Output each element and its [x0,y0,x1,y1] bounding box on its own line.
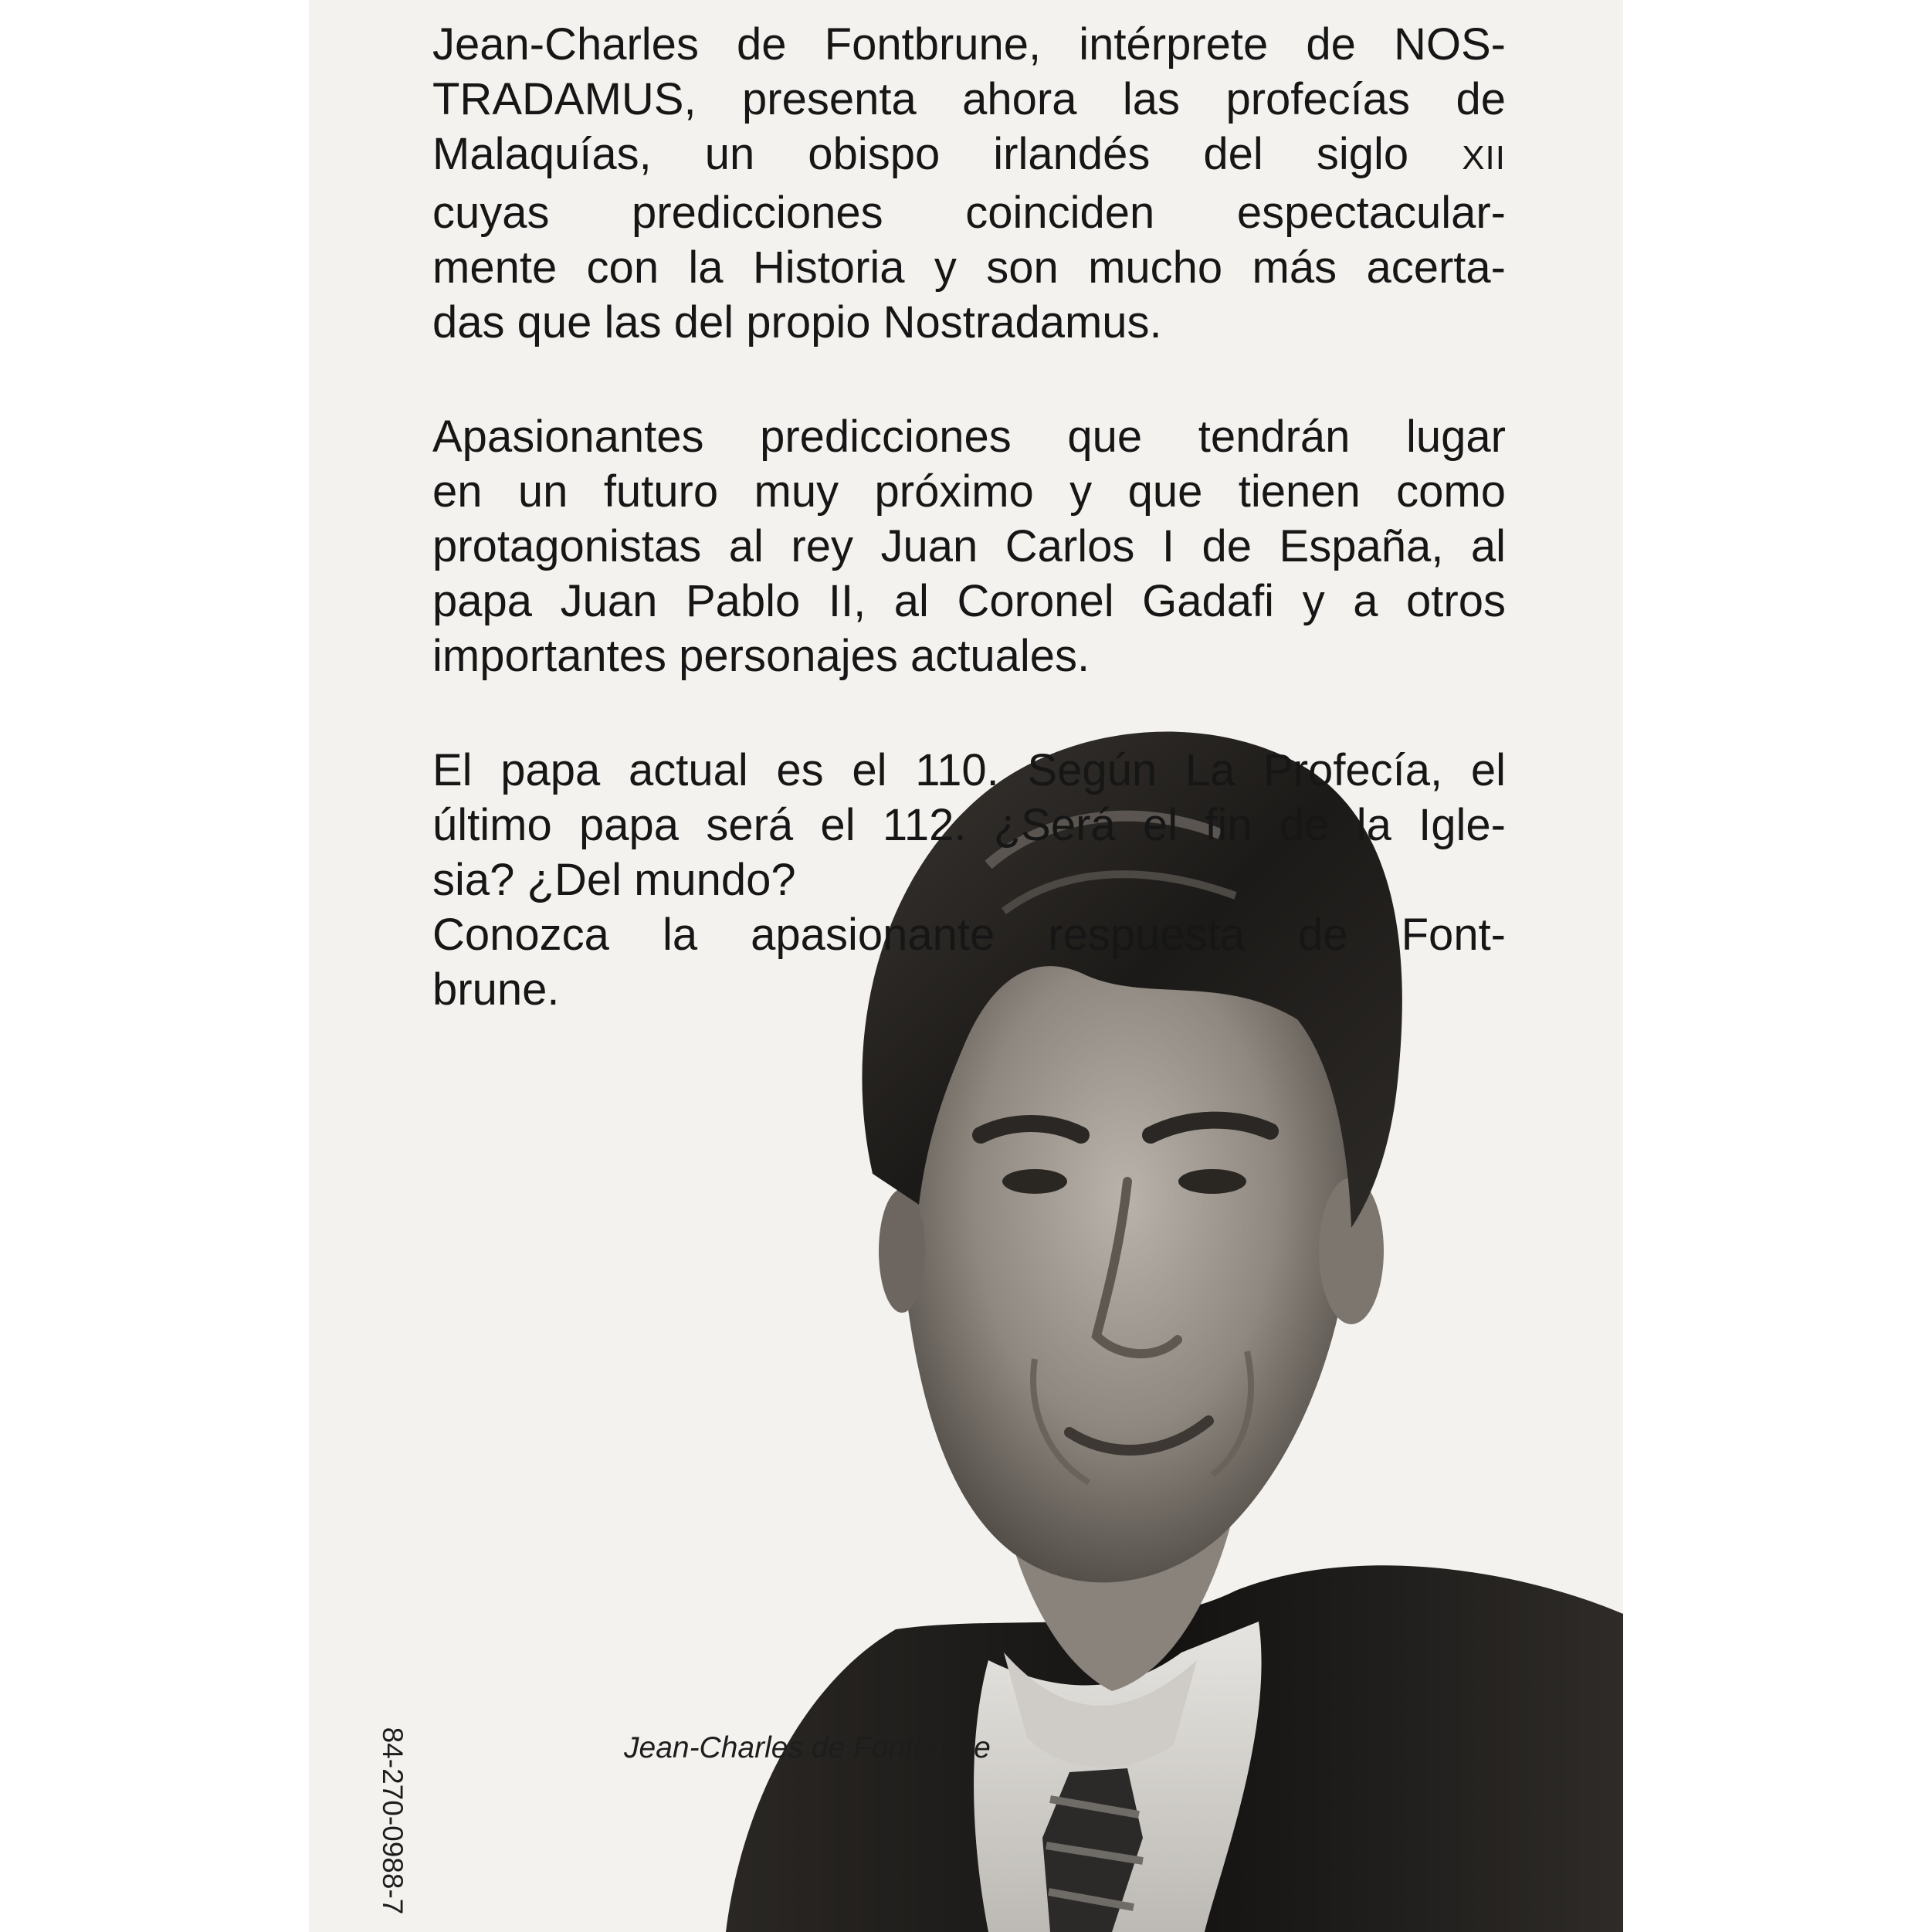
text-line: das que las del propio Nostradamus. [432,297,1162,347]
century-numeral: XII [1462,139,1506,177]
back-cover [309,0,1623,1932]
text-line: El papa actual es el 110. Según La Profecía, el [432,745,1506,795]
text-line: protagonistas al rey Juan Carlos I de España, al [432,521,1506,571]
text-line: en un futuro muy próximo y que tienen como [432,466,1506,517]
text-line: Jean-Charles de Fontbrune, intérprete de NOS- [432,19,1506,69]
paragraph-intro [432,17,1506,350]
text-line: papa Juan Pablo II, al Coronel Gadafi y a otros [432,576,1506,626]
text-line: TRADAMUS, presenta ahora las profecías de [432,74,1506,124]
text-line: Apasionantes predicciones que tendrán lugar [432,412,1506,462]
blurb-text [432,17,1506,1017]
text-line: mente con la Historia y son mucho más acerta- [432,242,1506,293]
isbn-number: 84-270-0988-7 [377,1727,408,1915]
photo-caption: Jean-Charles de Fontbrune [624,1731,991,1764]
paragraph-question [432,743,1506,1017]
text-line: cuyas predicciones coinciden espectacular- [432,188,1506,238]
text-line: importantes personajes actuales. [432,631,1090,681]
text-line: brune. [432,964,560,1015]
text-line [432,127,1506,185]
text-fragment: Malaquías, un obispo irlandés del siglo [432,129,1409,179]
text-line: último papa será el 112. ¿Será el fin de la Igle- [432,800,1506,850]
paragraph-predictions [432,409,1506,683]
text-line: sia? ¿Del mundo? [432,855,796,905]
text-line: Conozca la apasionante respuesta de Font- [432,910,1506,960]
